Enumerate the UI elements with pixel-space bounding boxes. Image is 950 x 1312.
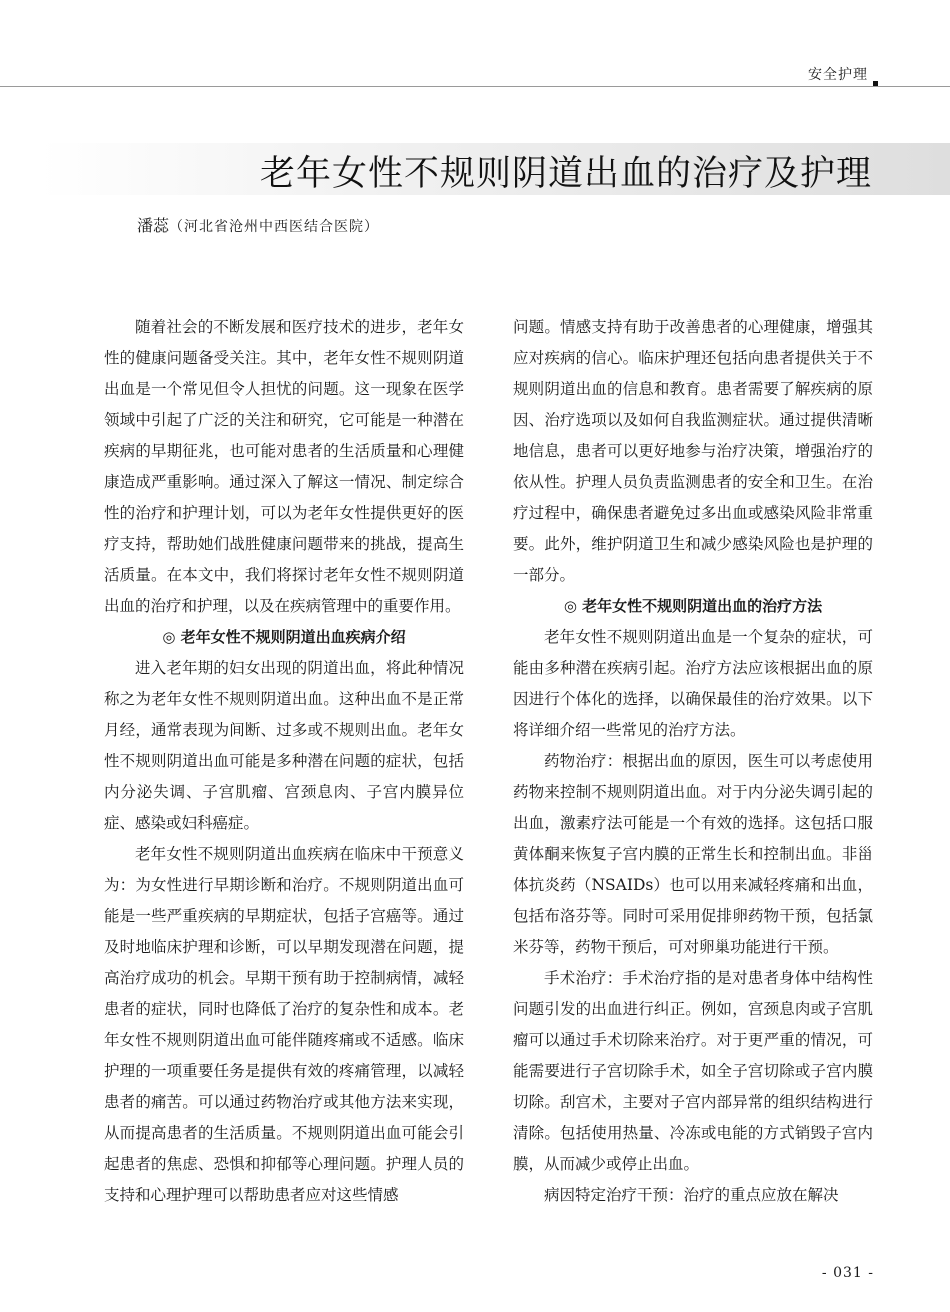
section-heading: ◎ 老年女性不规则阴道出血疾病介绍 [162,628,406,646]
section-heading: ◎ 老年女性不规则阴道出血的治疗方法 [563,597,823,615]
paragraph: 老年女性不规则阴道出血是一个复杂的症状，可能由多种潜在疾病引起。治疗方法应该根据出血的原因进行个体化的选择，以确保最佳的治疗效果。以下将详细介绍一些常见的治疗方法。 [513,628,873,739]
right-column [513,312,873,1211]
author-line [137,213,379,236]
author-name: 潘蕊 [137,216,170,235]
paragraph: 病因特定治疗干预：治疗的重点应放在解决 [544,1186,839,1204]
paragraph: 随着社会的不断发展和医疗技术的进步，老年女性的健康问题备受关注。其中，老年女性不规则阴道出血是一个常见但令人担忧的问题。这一现象在医学领域中引起了广泛的关注和研究，它可能是一种潜在疾病的早期征兆，也可能对患者的生活质量和心理健康造成严重影响。通过深入了解这一情况、制定综合性的治疗和护理计划，可以为老年女性提供更好的医疗支持，帮助她们战胜健康问题带来的挑战，提高生活质量。在本文中，我们将探讨老年女性不规则阴道出血的治疗和护理，以及在疾病管理中的重要作用。 [104,318,464,615]
paragraph: 手术治疗：手术治疗指的是对患者身体中结构性问题引发的出血进行纠正。例如，宫颈息肉或子宫肌瘤可以通过手术切除来治疗。对于更严重的情况，可能需要进行子宫切除手术，如全子宫切除或子宫内膜切除。刮宫术，主要对子宫内部异常的组织结构进行清除。包括使用热量、冷冻或电能的方式销毁子宫内膜，从而减少或停止出血。 [513,969,873,1173]
paragraph: 进入老年期的妇女出现的阴道出血，将此种情况称之为老年女性不规则阴道出血。这种出血不是正常月经，通常表现为间断、过多或不规则出血。老年女性不规则阴道出血可能是多种潜在问题的症状，包括内分泌失调、子宫肌瘤、宫颈息肉、子宫内膜异位症、感染或妇科癌症。 [104,659,464,832]
page-number: - 031 - [821,1265,874,1281]
paragraph: 药物治疗：根据出血的原因，医生可以考虑使用药物来控制不规则阴道出血。对于内分泌失调引起的出血，激素疗法可能是一个有效的选择。这包括口服黄体酮来恢复子宫内膜的正常生长和控制出血。非甾体抗炎药（NSAIDs）也可以用来减轻疼痛和出血，包括布洛芬等。同时可采用促排卵药物干预，包括氯米芬等，药物干预后，可对卵巢功能进行干预。 [513,752,873,956]
left-column [104,312,464,1211]
author-affiliation: （河北省沧州中西医结合医院） [169,219,380,235]
section-label: 安全护理 [808,67,868,83]
header-rule [0,86,950,87]
section-marker [873,81,878,86]
paragraph: 问题。情感支持有助于改善患者的心理健康，增强其应对疾病的信心。临床护理还包括向患者提供关于不规则阴道出血的信息和教育。患者需要了解疾病的原因、治疗选项以及如何自我监测症状。通过提供清晰地信息，患者可以更好地参与治疗决策，增强治疗的依从性。护理人员负责监测患者的安全和卫生。在治疗过程中，确保患者避免过多出血或感染风险非常重要。此外，维护阴道卫生和减少感染风险也是护理的一部分。 [513,318,873,584]
paragraph: 老年女性不规则阴道出血疾病在临床中干预意义为：为女性进行早期诊断和治疗。不规则阴道出血可能是一些严重疾病的早期症状，包括子宫癌等。通过及时地临床护理和诊断，可以早期发现潜在问题，提高治疗成功的机会。早期干预有助于控制病情，减轻患者的症状，同时也降低了治疗的复杂性和成本。老年女性不规则阴道出血可能伴随疼痛或不适感。临床护理的一项重要任务是提供有效的疼痛管理，以减轻患者的痛苦。可以通过药物治疗或其他方法来实现，从而提高患者的生活质量。不规则阴道出血可能会引起患者的焦虑、恐惧和抑郁等心理问题。护理人员的支持和心理护理可以帮助患者应对这些情感 [104,845,464,1204]
article-title: 老年女性不规则阴道出血的治疗及护理 [259,154,872,194]
